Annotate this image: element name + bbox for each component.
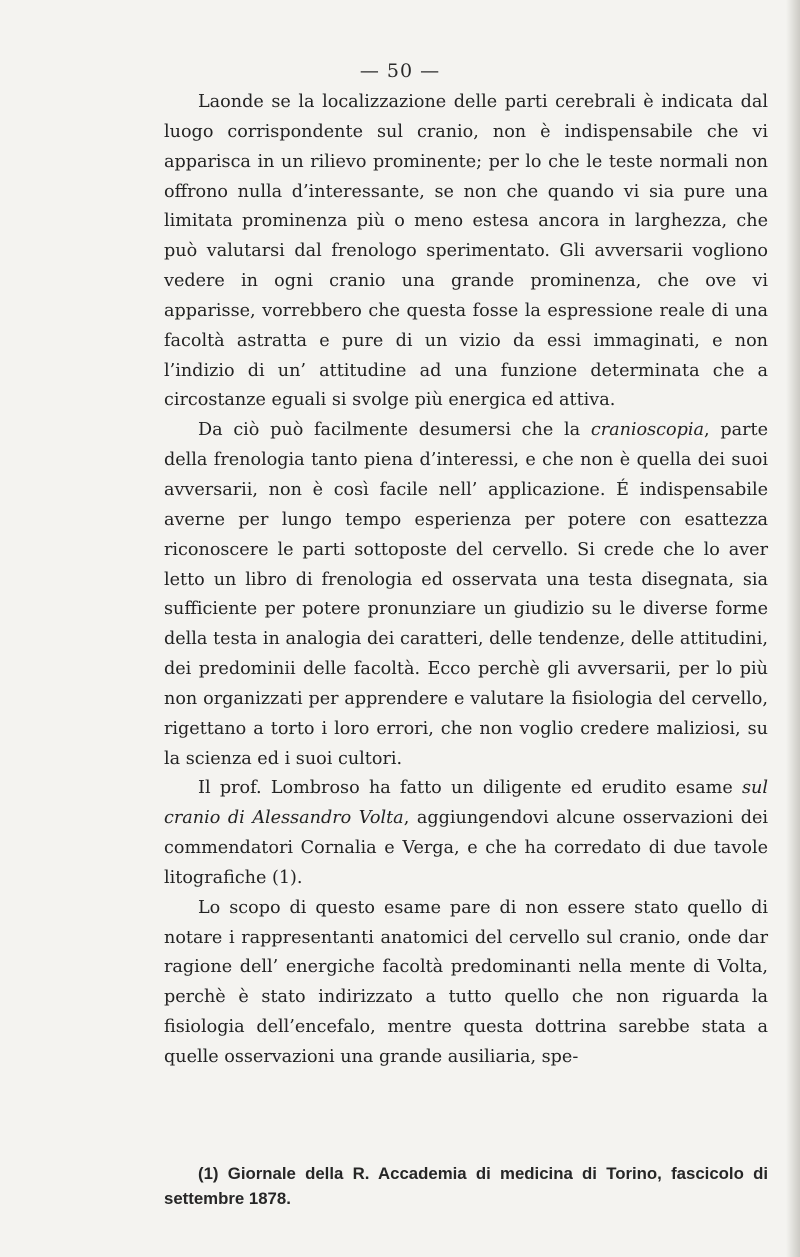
- footnote-text: (1) Giornale della R. Accademia di medicina di Torino, fascicolo di settembre 1878.: [164, 1164, 768, 1208]
- paragraph-3: [164, 774, 768, 893]
- paragraph-1: Laonde se la localizzazione delle parti cerebrali è indicata dal luogo corrispondente sul cranio, non è indispensabile che vi apparisca in un rilievo prominente; per lo che le teste normali non offrono nulla d’interessante, se non che quando vi sia pure una limitata prominenza più o meno estesa ancora in larghezza, che può valutarsi dal frenologo sperimentato. Gli avversarii vogliono vedere in ogni cranio una grande prominenza, che ove vi apparisse, vorrebbero che questa fosse la espressione reale di una facoltà astratta e pure di un vizio da essi immaginati, e non l’indizio di un’ attitudine ad una funzione determinata che a circostanze eguali si svolge più energica ed attiva.: [164, 92, 768, 411]
- paragraph-4: Lo scopo di questo esame pare di non essere stato quello di notare i rappresentanti anatomici del cervello sul cranio, onde dar ragione dell’ energiche facoltà predominanti nella mente di Volta, perchè è stato indirizzato a tutto quello che non riguarda la fisiologia dell’encefalo, mentre questa dottrina sarebbe stata a quelle osservazioni una grande ausiliaria, spe-: [164, 897, 768, 1067]
- paragraph-3-text-after: , aggiungendovi alcune osservazioni dei commendatori Cornalia e Verga, e che ha corredato di due tavole litografiche (1).: [164, 808, 769, 888]
- cited-work-title: sul cranio di Alessandro Volta: [164, 778, 768, 829]
- term-cranioscopia: cranioscopia: [590, 420, 705, 441]
- body-text: [164, 88, 768, 1073]
- page-edge-shadow: [786, 0, 800, 1257]
- paragraph-2-text-before: Da ciò può facilmente desumersi che la: [198, 420, 591, 441]
- paragraph-3-text-before: Il prof. Lombroso ha fatto un diligente ed erudito esame: [198, 778, 742, 799]
- paragraph-2-text-after: , parte della frenologia tanto piena d’interessi, e che non è quella dei suoi avversarii, non è così facile nell’ applicazione. É indispensabile averne per lungo tempo esperienza per potere con esattezza riconoscere le parti sottoposte del cervello. Si crede che lo aver letto un libro di frenologia ed osservata una testa disegnata, sia sufficiente per potere pronunziare un giudizio su le diverse forme della testa in analogia dei caratteri, delle tendenze, delle attitudini, dei predominii delle facoltà. Ecco perchè gli avversarii, per lo più non organizzati per apprendere e valutare la fisiologia del cervello, rigettano a torto i loro errori, che non voglio credere maliziosi, su la scienza ed i suoi cultori.: [164, 420, 768, 769]
- footnote: [164, 1161, 768, 1211]
- paragraph-2: [164, 416, 768, 774]
- page-number: — 50 —: [359, 60, 441, 82]
